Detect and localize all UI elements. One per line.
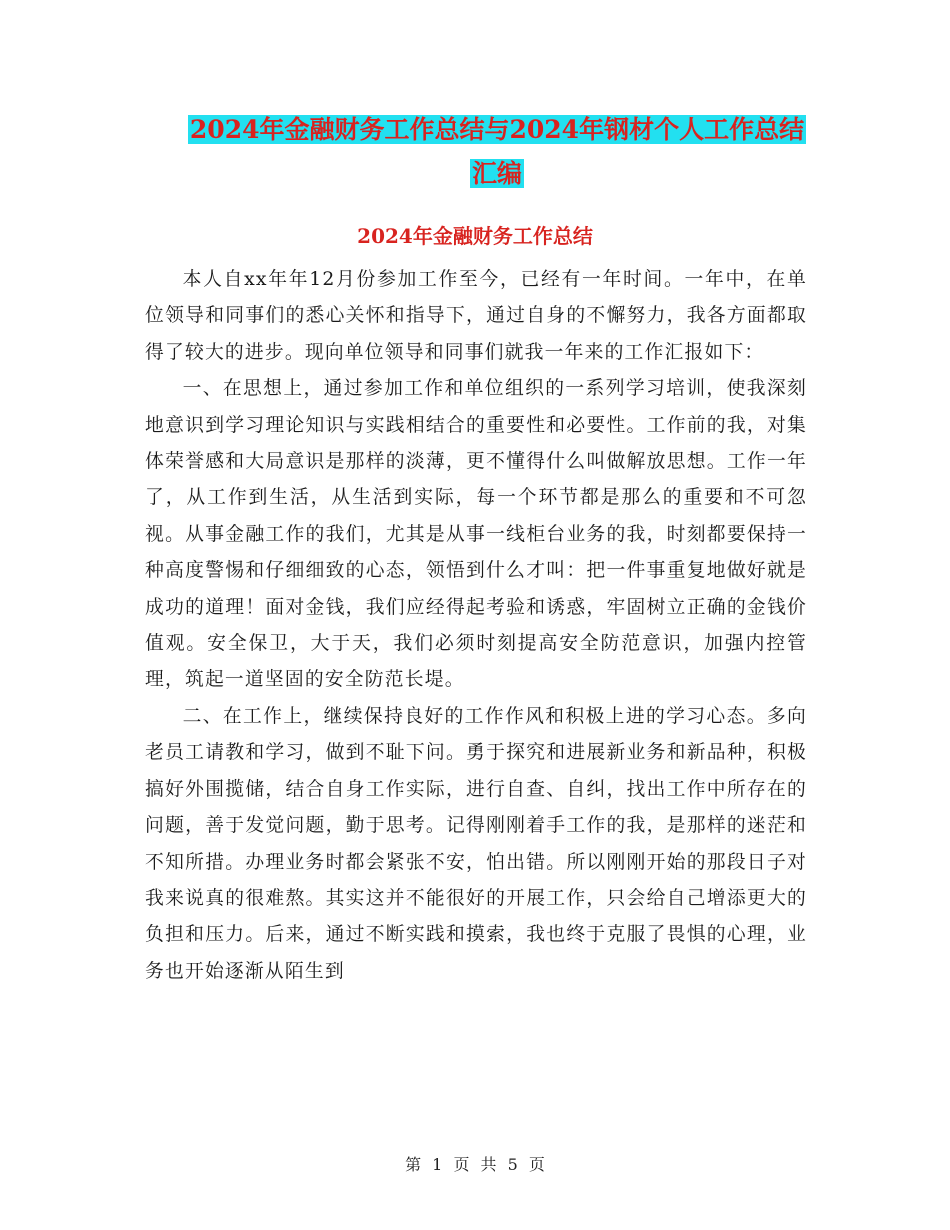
paragraph-3: 二、在工作上，继续保持良好的工作作风和积极上进的学习心态。多向老员工请教和学习，做到不耻下问。勇于探究和进展新业务和新品种，积极搞好外围揽储，结合自身工作实际，进行自查、自纠，找出工作中所存在的问题，善于发觉问题，勤于思考。记得刚刚着手工作的我，是那样的迷茫和不知所措。办理业务时都会紧张不安，怕出错。所以刚刚开始的那段日子对我来说真的很难熬。其实这并不能很好的开展工作，只会给自己增添更大的负担和压力。后来，通过不断实践和摸索，我也终于克服了畏惧的心理，业务也开始逐渐从陌生到 xyxy=(145,705,807,982)
title-line-1: 2024年金融财务工作总结与2024年钢材个人工作总结 xyxy=(189,115,805,144)
paragraph-1: 本人自xx年年12月份参加工作至今，已经有一年时间。一年中，在单位领导和同事们的悉心关怀和指导下，通过自身的不懈努力，我各方面都取得了较大的进步。现向单位领导和同事们就我一年来的工作汇报如下： xyxy=(145,269,807,363)
section-title: 2024年金融财务工作总结 xyxy=(357,224,593,248)
page-footer: 第 1 页 共 5 页 xyxy=(405,1155,545,1174)
body-text xyxy=(145,262,807,990)
document-title xyxy=(140,108,854,196)
title-line-2: 汇编 xyxy=(471,159,522,188)
paragraph-2: 一、在思想上，通过参加工作和单位组织的一系列学习培训，使我深刻地意识到学习理论知识与实践相结合的重要性和必要性。工作前的我，对集体荣誉感和大局意识是那样的淡薄，更不懂得什么叫做解放思想。工作一年了，从工作到生活，从生活到实际，每一个环节都是那么的重要和不可忽视。从事金融工作的我们，尤其是从事一线柜台业务的我，时刻都要保持一种高度警惕和仔细细致的心态，领悟到什么才叫：把一件事重复地做好就是成功的道理！面对金钱，我们应经得起考验和诱惑，牢固树立正确的金钱价值观。安全保卫，大于天，我们必须时刻提高安全防范意识，加强内控管理，筑起一道坚固的安全防范长堤。 xyxy=(145,378,807,691)
